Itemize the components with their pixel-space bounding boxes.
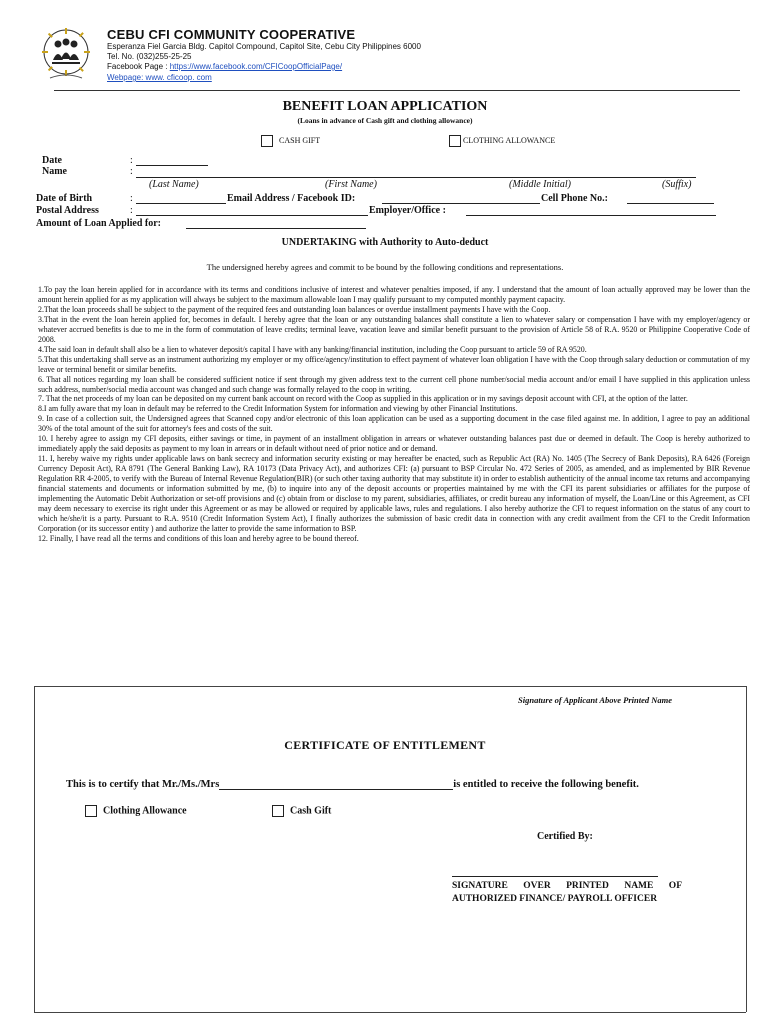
officer-signature-block — [452, 880, 682, 906]
cert-option-cash[interactable] — [272, 805, 331, 817]
certificate-title: CERTIFICATE OF ENTITLEMENT — [284, 738, 486, 752]
term-item: 10. I hereby agree to assign my CFI deposits, either savings or time, in payment of an installment obligation in arrears or whatever outstanding balances past due or deemed in default. The Coop is hereby authorized to immediately apply the said deposits as payment to my loan in arrears or in default without need of prior notice and or demand. — [38, 434, 750, 454]
facebook-row — [107, 62, 342, 71]
option-cash-gift[interactable] — [261, 135, 320, 147]
left-border — [34, 686, 35, 1012]
cash-gift-checkbox[interactable] — [261, 135, 273, 147]
term-item: 5.That this undertaking shall serve as an instrument authorizing my employer or my office/agency/institution to effect payment of whatever loan obligation I have with the Coop through salary deduction or commutation of my leave or terminal benefit or similar benefits. — [38, 354, 750, 374]
form-subtitle: (Loans in advance of Cash gift and clothing allowance) — [297, 116, 473, 125]
certify-row — [66, 779, 639, 790]
suffix-hint: (Suffix) — [662, 179, 692, 190]
name-colon: : — [130, 166, 133, 177]
term-item: 11. I, hereby waive my rights under applicable laws on bank secrecy and information security existing or may hereafter be enacted, such as Republic Act (RA) No. 1405 (The Secrecy of Bank Deposits), RA 6426 (Foreign Currency Deposit Act), RA 8791 (The General Banking Law), RA 10173 (Data Privacy Act), and authorizes CFI: (a) pursuant to BSP Circular No. 472 Series of 2005, as amended, and as implemented by BIR Revenue Regulation RR 4-2005, to verify with the Bureau of Internal Revenue Regulation(BIR) (or such other taxing authority that may substitute it) in order to establish authenticity of the annual income tax returns and accompanying financial statements and documents or information submitted by me, (b) to inquire into any of the deposit accounts or properties maintained by me with the CFI its parent subsidiaries or affiliates for the purpose of implementing the Automatic Debit Authorization or set-off provisions and (c) obtain from or disclose to my parent, subsidiaries, affiliates, or credit bureau any information of myself, the Loan/Line or this Agreement, as CFI may deem necessary to exercise its right under this Agreement or as may be allowed or required by applicable laws, rules and regulations. I also hereby authorize the CFI to request information on the status of any court to which he/she/it is a party. Pursuant to R.A. 9510 (Credit Information System Act), I finally authorizes the submission of basic credit data in connection with any credit availment from the CFI to the Credit Information Corporation (or its successor entity ) and authorize the latter to provide the same information to BSP. — [38, 454, 750, 533]
undertaking-title: UNDERTAKING with Authority to Auto-deduct — [281, 237, 489, 248]
cert-clothing-label: Clothing Allowance — [103, 805, 187, 817]
cert-clothing-checkbox[interactable] — [85, 805, 97, 817]
officer-signature-line2: AUTHORIZED FINANCE/ PAYROLL OFFICER — [452, 894, 658, 904]
postal-address-label: Postal Address — [36, 205, 99, 216]
officer-signature-line[interactable] — [452, 876, 658, 877]
dob-label: Date of Birth — [36, 193, 93, 204]
cash-gift-label: CASH GIFT — [279, 135, 321, 145]
middle-initial-hint: (Middle Initial) — [509, 179, 571, 190]
amount-field[interactable] — [186, 219, 366, 229]
undertaking-intro: The undersigned hereby agrees and commit to be bound by the following conditions and representations. — [206, 262, 564, 272]
date-field[interactable] — [136, 156, 208, 166]
webpage-link[interactable]: Webpage: www. cficoop. com — [107, 73, 212, 82]
form-title: BENEFIT LOAN APPLICATION — [282, 99, 488, 114]
recipient-name-field[interactable] — [219, 779, 453, 790]
applicant-signature-label: Signature of Applicant Above Printed Name — [518, 695, 673, 705]
last-name-hint: (Last Name) — [149, 179, 199, 190]
bottom-border — [34, 1012, 746, 1013]
date-colon: : — [130, 155, 133, 166]
term-item: 4.The said loan in default shall also be a lien to whatever deposit/s capital I have with any banking/financial institution, including the Coop pursuant to article 59 of RA 9520. — [38, 344, 587, 354]
cert-cash-checkbox[interactable] — [272, 805, 284, 817]
amount-label: Amount of Loan Applied for: — [36, 218, 162, 229]
term-item: 8.I am fully aware that my loan in default may be referred to the Credit Information System for information and viewing by other Financial Institutions. — [38, 404, 518, 414]
email-label: Email Address / Facebook ID: — [227, 193, 356, 204]
cert-option-clothing[interactable] — [85, 805, 187, 817]
term-item: 12. Finally, I have read all the terms and conditions of this loan and hereby agree to be bound thereof. — [38, 533, 359, 543]
terms-list — [38, 285, 750, 544]
coop-logo — [36, 24, 96, 84]
name-field[interactable] — [136, 167, 696, 178]
facebook-link[interactable]: https://www.facebook.com/CFICoopOfficialPage/ — [169, 62, 343, 71]
term-item: 1.To pay the loan herein applied for in accordance with its terms and conditions inclusive of interest and whatever penalties imposed, if any. I understand that the amount of loan actually approved may be lower than the amount herein applied for as my application will always be subject to the maximum allowable loan I may qualify pursuant to my computed monthly payment capacity. — [38, 285, 750, 304]
dob-field[interactable] — [136, 194, 226, 204]
postal-colon: : — [130, 205, 133, 216]
header-divider — [54, 90, 740, 91]
certified-by-label: Certified By: — [537, 831, 593, 842]
option-clothing-allowance[interactable] — [449, 135, 555, 147]
postal-address-field[interactable] — [136, 206, 368, 216]
email-field[interactable] — [382, 194, 540, 204]
term-item: 3.That in the event the loan herein applied for, becomes in default. I hereby agree that the loan or any outstanding balances shall constitute a lien to whatever salary or compensation I have with my employer/agency or whatever accrued benefits is due to me in the form of commutation of leave credits; terminal leave, vacation leave and similar benefit pursuant to the provision of Article 58 of R.A. 9520 or Philippine Cooperative Code of 2008. — [38, 314, 750, 344]
cell-phone-label: Cell Phone No.: — [541, 193, 608, 204]
date-label: Date — [42, 155, 62, 166]
certify-suffix: is entitled to receive the following benefit. — [453, 779, 639, 790]
org-tel: Tel. No. (032)255-25-25 — [107, 52, 192, 61]
certify-prefix: This is to certify that Mr./Ms./Mrs — [66, 779, 220, 790]
officer-signature-line1: SIGNATURE OVER PRINTED NAME OF — [452, 881, 682, 891]
clothing-allowance-label: CLOTHING ALLOWANCE — [463, 135, 556, 145]
term-item: 9. In case of a collection suit, the Undersigned agrees that Scanned copy and/or electronic of this loan application can be used as a supporting document in the case filed against me. In addition, I agree to pay an additional 30% of the total amount of the suit for attorney's fees and costs of the suit. — [38, 414, 750, 434]
facebook-label: Facebook Page : — [107, 62, 168, 71]
term-item: 7. That the net proceeds of my loan can be deposited on my current bank account on record with the Coop as supplied in this application or in my savings deposit account with CFI, at the option of the latter. — [38, 394, 688, 404]
section-divider — [34, 686, 746, 687]
employer-label: Employer/Office : — [369, 205, 446, 216]
term-item: 2.That the loan proceeds shall be subject to the payment of the required fees and outstanding loan balances or overdue installment payments I have with the Coop. — [38, 304, 551, 314]
cell-phone-field[interactable] — [627, 194, 714, 204]
right-border — [746, 686, 747, 1012]
org-name: CEBU CFI COMMUNITY COOPERATIVE — [107, 27, 356, 42]
cert-cash-label: Cash Gift — [290, 805, 332, 817]
name-label: Name — [42, 166, 67, 177]
clothing-allowance-checkbox[interactable] — [449, 135, 461, 147]
employer-field[interactable] — [466, 206, 716, 216]
dob-colon: : — [130, 193, 133, 204]
first-name-hint: (First Name) — [325, 179, 377, 190]
org-address: Esperanza Fiel Garcia Bldg. Capitol Compound, Capitol Site, Cebu City Philippines 6000 — [107, 42, 421, 51]
term-item: 6. That all notices regarding my loan shall be considered sufficient notice if sent through my given address text to the current cell phone number/social media account and/or email I have supplied in this application unless such address, number/social media account was changed and such change was formally relayed to the coop in writing. — [38, 374, 750, 394]
coop-logo-icon — [36, 24, 96, 84]
